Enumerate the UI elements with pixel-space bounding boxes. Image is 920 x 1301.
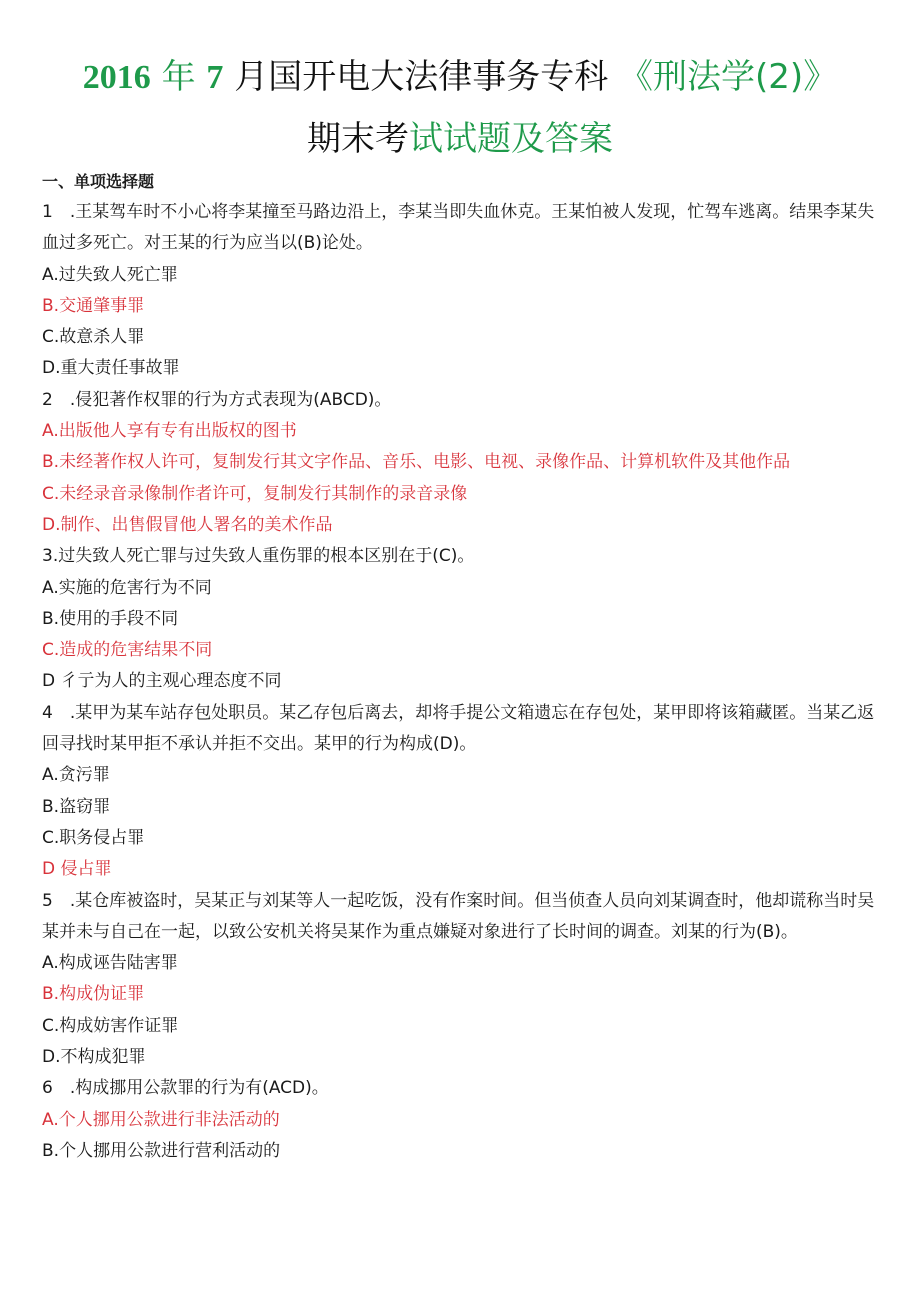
- question-line: B.使用的手段不同: [42, 608, 179, 629]
- question-line: D.重大责任事故罪: [42, 358, 180, 379]
- question-line: A.构成诬告陆害罪: [42, 953, 178, 974]
- subtitle-green: 试试题及答案: [409, 119, 613, 159]
- question-line: D 彳亍为人的主观心理态度不同: [42, 671, 282, 692]
- correct-answer-line: D 侵占罪: [42, 859, 112, 880]
- question-line: C.故意杀人罪: [42, 327, 145, 348]
- correct-answer-line: C.造成的危害结果不同: [42, 640, 213, 661]
- question-line: B.盗窃罪: [42, 796, 111, 817]
- question-line: 3.过失致人死亡罪与过失致人重伤罪的根本区别在于(C)。: [42, 546, 475, 567]
- question-line: D.不构成犯罪: [42, 1047, 146, 1068]
- section-heading: 一、单项选择题: [42, 172, 155, 191]
- question-list: [42, 169, 882, 1167]
- correct-answer-line: A.个人挪用公款进行非法活动的: [42, 1109, 280, 1130]
- question-line: A.贪污罪: [42, 765, 110, 786]
- document-subtitle: [0, 114, 920, 164]
- document-title: [0, 52, 920, 103]
- question-line: A.过失致人死亡罪: [42, 264, 178, 285]
- question-line: B.个人挪用公款进行营利活动的: [42, 1140, 281, 1161]
- correct-answer-line: B.构成伪证罪: [42, 984, 145, 1005]
- title-year: 2016: [82, 59, 151, 96]
- question-line: 1 .王某驾车时不小心将李某撞至马路边沿上，李某当即失血休克。王某怕被人发现，忙驾车逃离。结果李某失血过多死亡。对王某的行为应当以(B)论处。: [42, 202, 875, 254]
- question-line: C.构成妨害作证罪: [42, 1015, 179, 1036]
- title-course: 《刑法学(2)》: [619, 57, 838, 97]
- subtitle-black: 期末考: [307, 119, 409, 159]
- correct-answer-line: C.未经录音录像制作者许可，复制发行其制作的录音录像: [42, 483, 468, 504]
- title-month: 7: [206, 59, 224, 96]
- correct-answer-line: D.制作、出售假冒他人署名的美术作品: [42, 514, 333, 535]
- title-nian: 年: [161, 57, 196, 97]
- correct-answer-line: B.未经著作权人许可，复制发行其文字作品、音乐、电影、电视、录像作品、计算机软件及其他作品: [42, 452, 791, 473]
- title-main: 月国开电大法律事务专科: [234, 57, 609, 97]
- question-line: C.职务侵占罪: [42, 827, 145, 848]
- question-line: 4 .某甲为某车站存包处职员。某乙存包后离去，却将手提公文箱遗忘在存包处，某甲即将该箱藏匿。当某乙返回寻找时某甲拒不承认并拒不交出。某甲的行为构成(D)。: [42, 702, 875, 755]
- question-line: 5 .某仓库被盗时，吴某正与刘某等人一起吃饭，没有作案时间。但当侦查人员向刘某调查时，他却谎称当时吴某并未与自己在一起，以致公安机关将吴某作为重点嫌疑对象进行了长时间的调查。刘某的行为(B)。: [42, 890, 875, 942]
- correct-answer-line: A.出版他人享有专有出版权的图书: [42, 421, 297, 442]
- correct-answer-line: B.交通肇事罪: [42, 295, 145, 316]
- question-line: 6 .构成挪用公款罪的行为有(ACD)。: [42, 1078, 329, 1099]
- question-line: 2 .侵犯著作权罪的行为方式表现为(ABCD)。: [42, 389, 392, 410]
- question-line: A.实施的危害行为不同: [42, 577, 212, 598]
